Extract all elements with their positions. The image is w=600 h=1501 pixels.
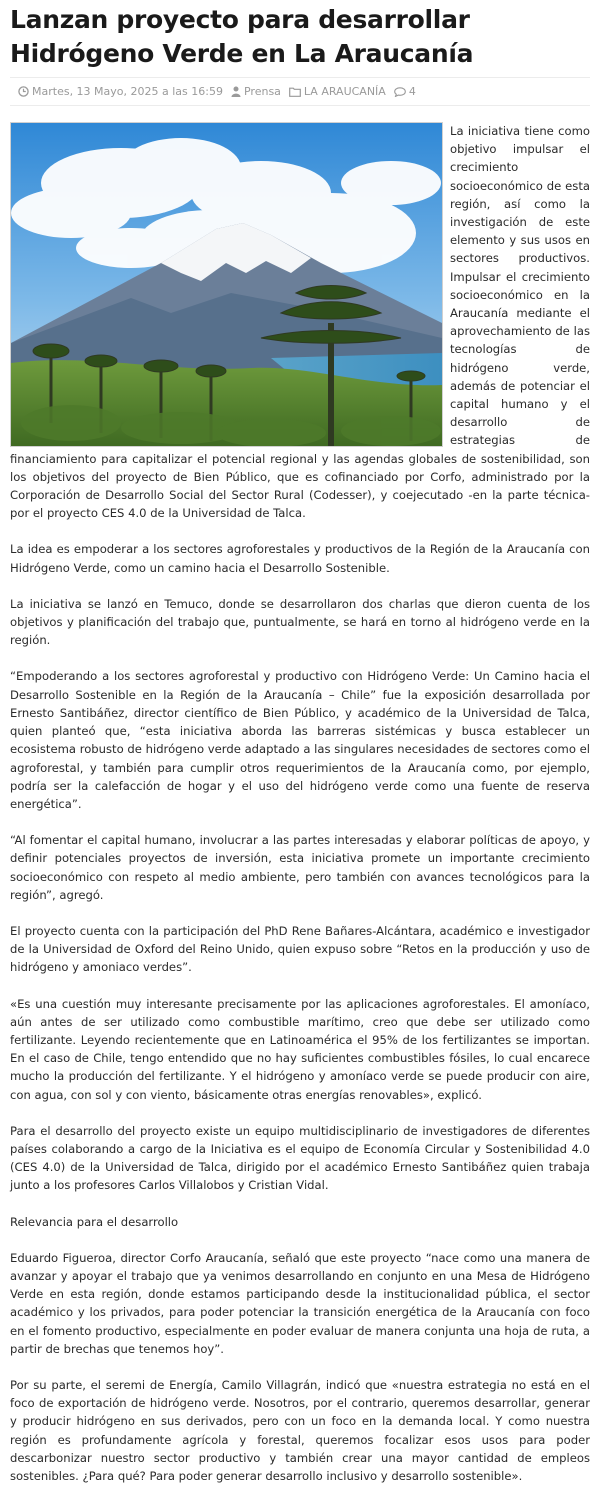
comment-icon	[394, 87, 406, 97]
paragraph: «Es una cuestión muy interesante precisamente por las aplicaciones agroforestales. El amoníaco, aún antes de ser utilizado como combustible marítimo, creo que debe ser utilizado como fertilizante. Leyendo recientemente que en Latinoamérica el 95% de los fertilizantes se importan. En el caso de Chile, tengo entendido que no hay suficientes combustibles fósiles, lo cual encarece mucho la producción del fertilizante. Y el hidrógeno y amoníaco verde se puede producir con aire, con agua, con sol y con viento, básicamente otras energías renovables», explicó.	[10, 996, 590, 1102]
meta-comments[interactable]	[394, 85, 416, 98]
user-icon	[231, 86, 241, 97]
meta-author[interactable]	[231, 85, 281, 98]
meta-category[interactable]	[289, 85, 386, 98]
meta-date	[18, 85, 223, 98]
paragraph: Eduardo Figueroa, director Corfo Araucanía, señaló que este proyecto “nace como una manera de avanzar y apoyar el trabajo que ya venimos desarrollando en conjunto en una Mesa de Hidrógeno Verde en esta región, donde estamos participando desde la institucionalidad pública, el sector académico y los privados, para poder potenciar la transición energética de la Araucanía con foco en el fomento productivo, especialmente en poder evaluar de manera conjunta una hoja de ruta, a partir de brechas que tenemos hoy”.	[10, 1250, 590, 1356]
paragraph: Para el desarrollo del proyecto existe un equipo multidisciplinario de investigadores de diferentes países colaborando a cargo de la Iniciativa es el equipo de Economía Circular y Sostenibilidad 4.0 (CES 4.0) de la Universidad de Talca, dirigido por el académico Ernesto Santibáñez quien trabaja junto a los profesores Carlos Villalobos y Cristian Vidal.	[10, 1123, 590, 1193]
featured-image	[10, 122, 443, 447]
paragraph: La idea es empoderar a los sectores agroforestales y productivos de la Región de la Araucanía con Hidrógeno Verde, como un camino hacia el Desarrollo Sostenible.	[10, 542, 590, 575]
article-body	[10, 122, 590, 1485]
folder-icon	[289, 87, 301, 97]
meta-date-text: Martes, 13 Mayo, 2025 a las 16:59	[32, 85, 223, 98]
paragraph: La iniciativa se lanzó en Temuco, donde se desarrollaron dos charlas que dieron cuenta de los objetivos y planificación del trabajo que, puntualmente, se hará en torno al hidrógeno verde en la región.	[10, 596, 590, 648]
paragraph: El proyecto cuenta con la participación del PhD Rene Bañares-Alcántara, académico e investigador de la Universidad de Oxford del Reino Unido, quien expuso sobre “Retos en la producción y uso de hidrógeno y amoniaco verdes”.	[10, 923, 590, 975]
paragraph: La iniciativa tiene como objetivo impulsar el crecimiento socioeconómico de esta región, así como la investigación de este elemento y sus usos en sectores productivos. Impulsar el crecimiento socioeconómico en la Araucanía mediante el aprovechamiento de las tecnologías de hidrógeno verde, además de potenciar el capital humano y el desarrollo de estrategias de financiamiento para capitalizar el potencial regional y las agendas globales de sostenibilidad, son los objetivos del proyecto de Bien Público, que es cofinanciado por Corfo, administrado por la Corporación de Desarrollo Social del Sector Rural (Codesser), y coejecutado -en la parte técnica- por el proyecto CES 4.0 de la Universidad de Talca.	[10, 124, 590, 521]
section-subheading: Relevancia para el desarrollo	[10, 1214, 179, 1229]
paragraph: “Empoderando a los sectores agroforestal y productivo con Hidrógeno Verde: Un Camino hacia el Desarrollo Sostenible en la Región de la Araucanía – Chile” fue la exposición desarrollada por Ernesto Santibáñez, director científico de Bien Público, y académico de la Universidad de Talca, quien planteó que, “esta iniciativa aborda las barreras sistémicas y busca establecer un ecosistema robusto de hidrógeno verde adaptado a las singulares necesidades de sectores como el agroforestal, y también para cumplir otros requerimientos de la Araucanía como, por ejemplo, podría ser la calefacción de hogar y el uso del hidrógeno verde como una fuente de reserva energética”.	[10, 669, 590, 811]
clock-icon	[18, 86, 29, 97]
article-meta	[10, 77, 590, 106]
author-link[interactable]: Prensa	[243, 85, 281, 98]
paragraph: “Al fomentar el capital humano, involucrar a las partes interesadas y elaborar políticas de apoyo, y definir potenciales proyectos de inversión, esta iniciativa promete un importante crecimiento socioeconómico con respeto al medio ambiente, pero también con avances tecnológicos para la región”, agregó.	[10, 833, 590, 902]
comments-link[interactable]: 4	[408, 85, 416, 98]
paragraph: Por su parte, el seremi de Energía, Camilo Villagrán, indicó que «nuestra estrategia no está en el foco de exportación de hidrógeno verde. Nosotros, por el contrario, queremos desarrollar, generar y producir hidrógeno en sus derivados, pero con un foco en la demanda local. Y como nuestra región es profundamente agrícola y forestal, queremos focalizar esos usos para poder descarbonizar nuestro sector productivo y también crear una mayor cantidad de empleos sostenibles. ¿Para qué? Para poder generar desarrollo inclusivo y desarrollo sostenible».	[10, 1377, 590, 1483]
article-title: Lanzan proyecto para desarrollar Hidrógeno Verde en La Araucanía	[10, 5, 474, 68]
category-link[interactable]: LA ARAUCANÍA	[303, 85, 386, 98]
